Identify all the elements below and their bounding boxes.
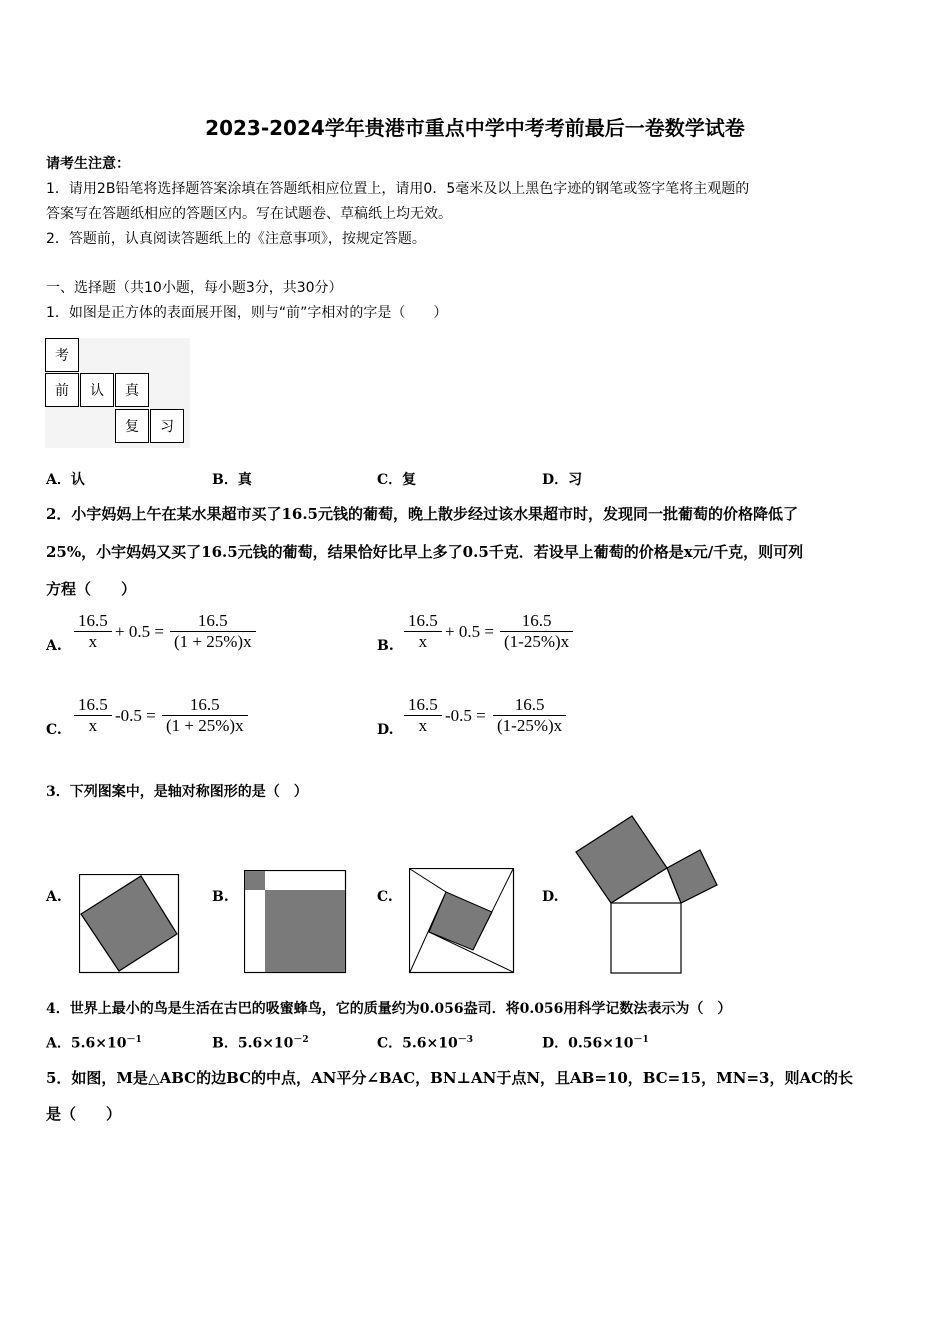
q2-a-rhs-fraction (170, 611, 256, 652)
net-cell: 习 (150, 409, 184, 443)
page-title: 2023-2024学年贵港市重点中学中考考前最后一卷数学试卷 (205, 116, 745, 140)
numerator: 16.5 (78, 695, 108, 714)
net-cell: 考 (45, 338, 79, 372)
option-text: A．5.6×10 (46, 1035, 127, 1052)
exponent: －1 (126, 1035, 142, 1045)
q2-d-operator: -0.5 = (445, 706, 486, 725)
denominator: x (74, 631, 112, 652)
q3-figure-a (79, 874, 180, 974)
notice-line-1b: 答案写在答题纸相应的答题区内。写在试题卷、草稿纸上均无效。 (46, 206, 452, 222)
q5-line-2: 是（ ） (46, 1105, 122, 1123)
denominator: x (74, 715, 112, 736)
q2-a-operator: + 0.5 = (115, 622, 164, 641)
q4-option-a (46, 1032, 142, 1053)
option-text: B．5.6×10 (212, 1035, 294, 1052)
q3-figure-b (244, 870, 347, 974)
q2-label-b: B. (377, 638, 394, 654)
numerator: 16.5 (78, 611, 108, 630)
numerator: 16.5 (521, 611, 552, 630)
net-cell: 真 (115, 373, 149, 407)
denominator: x (404, 715, 442, 736)
q2-d-rhs-fraction (493, 695, 566, 736)
net-cell: 认 (80, 373, 114, 407)
q2-label-d: D. (377, 722, 394, 738)
denominator: (1-25%)x (493, 715, 566, 736)
q2-line-2: 25%，小宇妈妈又买了16.5元钱的葡萄，结果恰好比早上多了0.5千克．若设早上葡萄的价格是x元/千克，则可列 (46, 543, 804, 561)
cube-net-figure (45, 338, 190, 448)
q3-label-b: B. (212, 889, 229, 905)
q4-stem: 4．世界上最小的鸟是生活在古巴的吸蜜蜂鸟，它的质量约为0.056盎司．将0.056用科学记数法表示为（ ） (46, 1001, 732, 1017)
q2-line-3: 方程（ ） (46, 580, 137, 598)
q3-label-c: C. (377, 889, 393, 905)
q3-figure-d (572, 812, 722, 976)
q3-stem: 3．下列图案中，是轴对称图形的是（ ） (46, 784, 308, 800)
q2-c-rhs-fraction (162, 695, 248, 736)
numerator: 16.5 (197, 611, 228, 630)
q2-d-lhs-fraction (404, 695, 442, 736)
q5-line-1: 5．如图，M是△ABC的边BC的中点，AN平分∠BAC，BN⊥AN于点N，且AB=10，BC=15，MN=3，则AC的长 (46, 1069, 854, 1087)
exponent: －3 (457, 1035, 473, 1045)
q2-c-lhs-fraction (74, 695, 112, 736)
net-cell: 前 (45, 373, 79, 407)
q2-c-operator: -0.5 = (115, 706, 156, 725)
q2-b-lhs-fraction (404, 611, 442, 652)
numerator: 16.5 (408, 611, 438, 630)
notice-heading: 请考生注意： (46, 156, 130, 172)
denominator: (1 + 25%)x (162, 715, 248, 736)
q1-option-b: B．真 (212, 472, 252, 488)
net-cell: 复 (115, 409, 149, 443)
exponent: －1 (633, 1035, 649, 1045)
denominator: x (404, 631, 442, 652)
q3-figure-c (409, 868, 515, 974)
denominator: (1-25%)x (500, 631, 573, 652)
q1-stem: 1．如图是正方体的表面展开图，则与“前”字相对的字是（ ） (46, 305, 448, 321)
q3-label-a: A. (46, 889, 62, 905)
q2-b-operator: + 0.5 = (445, 622, 494, 641)
denominator: (1 + 25%)x (170, 631, 256, 652)
numerator: 16.5 (189, 695, 220, 714)
q1-option-a: A．认 (46, 472, 85, 488)
q2-label-c: C. (46, 722, 62, 738)
option-text: D．0.56×10 (542, 1035, 634, 1052)
q3-label-d: D. (542, 889, 559, 905)
notice-line-2: 2．答题前，认真阅读答题纸上的《注意事项》，按规定答题。 (46, 231, 426, 247)
q2-a-lhs-fraction (74, 611, 112, 652)
numerator: 16.5 (514, 695, 545, 714)
option-text: C．5.6×10 (377, 1035, 458, 1052)
notice-line-1a: 1．请用2B铅笔将选择题答案涂填在答题纸相应位置上，请用0．5毫米及以上黑色字迹的钢笔或签字笔将主观题的 (46, 181, 750, 197)
q2-b-rhs-fraction (500, 611, 573, 652)
q1-option-c: C．复 (377, 472, 417, 488)
q4-option-d (542, 1032, 649, 1053)
q4-option-b (212, 1032, 309, 1053)
q1-option-d: D．习 (542, 472, 583, 488)
exponent: －2 (293, 1035, 309, 1045)
q2-label-a: A. (46, 638, 62, 654)
q4-option-c (377, 1032, 473, 1053)
numerator: 16.5 (408, 695, 438, 714)
section-heading: 一、选择题（共10小题，每小题3分，共30分） (46, 280, 343, 296)
q2-line-1: 2．小宇妈妈上午在某水果超市买了16.5元钱的葡萄，晚上散步经过该水果超市时，发现同一批葡萄的价格降低了 (46, 505, 798, 523)
